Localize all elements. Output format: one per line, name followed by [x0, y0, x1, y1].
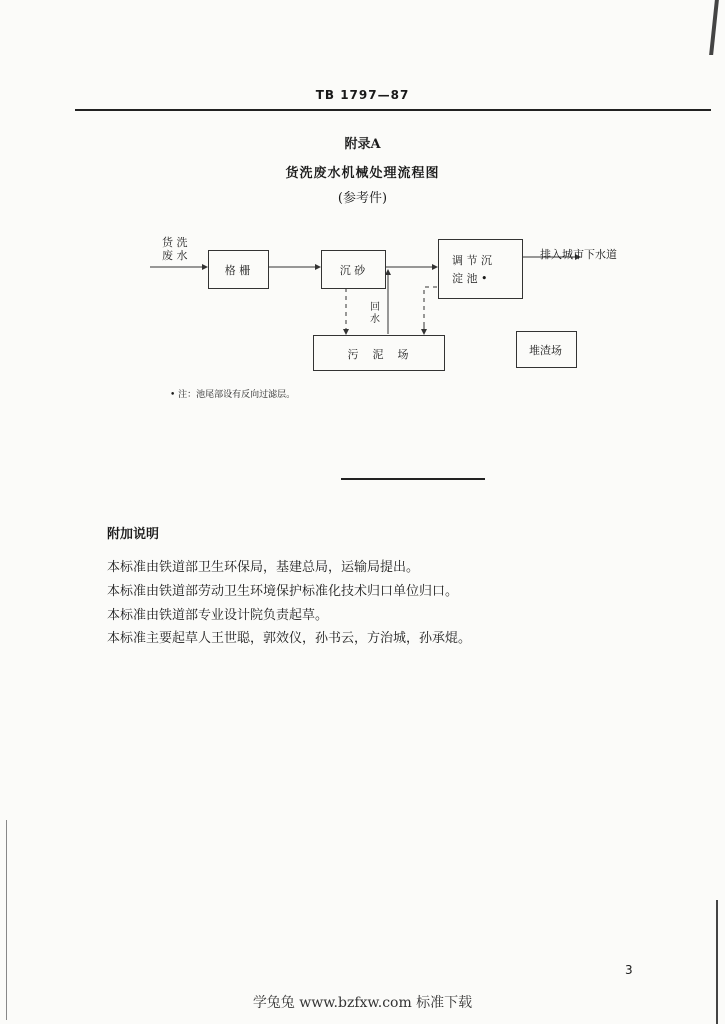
section-divider — [341, 478, 485, 480]
slag-yard-label: 堆渣场 — [529, 344, 562, 357]
output-label: 排入城市下水道 — [540, 248, 617, 261]
note-paragraph: 本标准由铁道部劳动卫生环境保护标准化技术归口单位归口。 — [107, 584, 459, 599]
diagram-subtitle: (参考件) — [337, 191, 388, 206]
document-code: TB 1797—87 — [315, 88, 410, 102]
note-paragraph: 本标准由铁道部专业设计院负责起草。 — [107, 608, 329, 623]
note-paragraph: 本标准主要起草人王世聪，郭效仪，孙书云，方治城，孙承焜。 — [107, 631, 472, 646]
diagram-title: 货洗废水机械处理流程图 — [285, 166, 440, 181]
appendix-label: 附录A — [344, 137, 381, 152]
grille-label: 格 栅 — [224, 264, 251, 277]
watermark-text: 学兔兔 www.bzfxw.com 标准下载 — [252, 995, 473, 1011]
page-number: 3 — [625, 963, 633, 977]
return-water-label: 回水 — [370, 302, 380, 325]
sludge-yard-label: 污 泥 场 — [347, 348, 409, 361]
regulating-tank-label: 调 节 沉 淀 池 • — [452, 254, 492, 285]
note-paragraph: 本标准由铁道部卫生环保局，基建总局，运输局提出。 — [107, 560, 420, 575]
scan-artifact — [716, 900, 718, 1024]
input-label: 货 洗 废 水 — [162, 236, 188, 262]
arrow-tank-to-sludge — [424, 287, 437, 334]
additional-notes-heading: 附加说明 — [107, 527, 160, 542]
grit-chamber-label: 沉 砂 — [339, 264, 366, 277]
scan-artifact — [6, 820, 7, 1020]
diagram-note: • 注：池尾部设有反向过滤层。 — [170, 390, 296, 400]
